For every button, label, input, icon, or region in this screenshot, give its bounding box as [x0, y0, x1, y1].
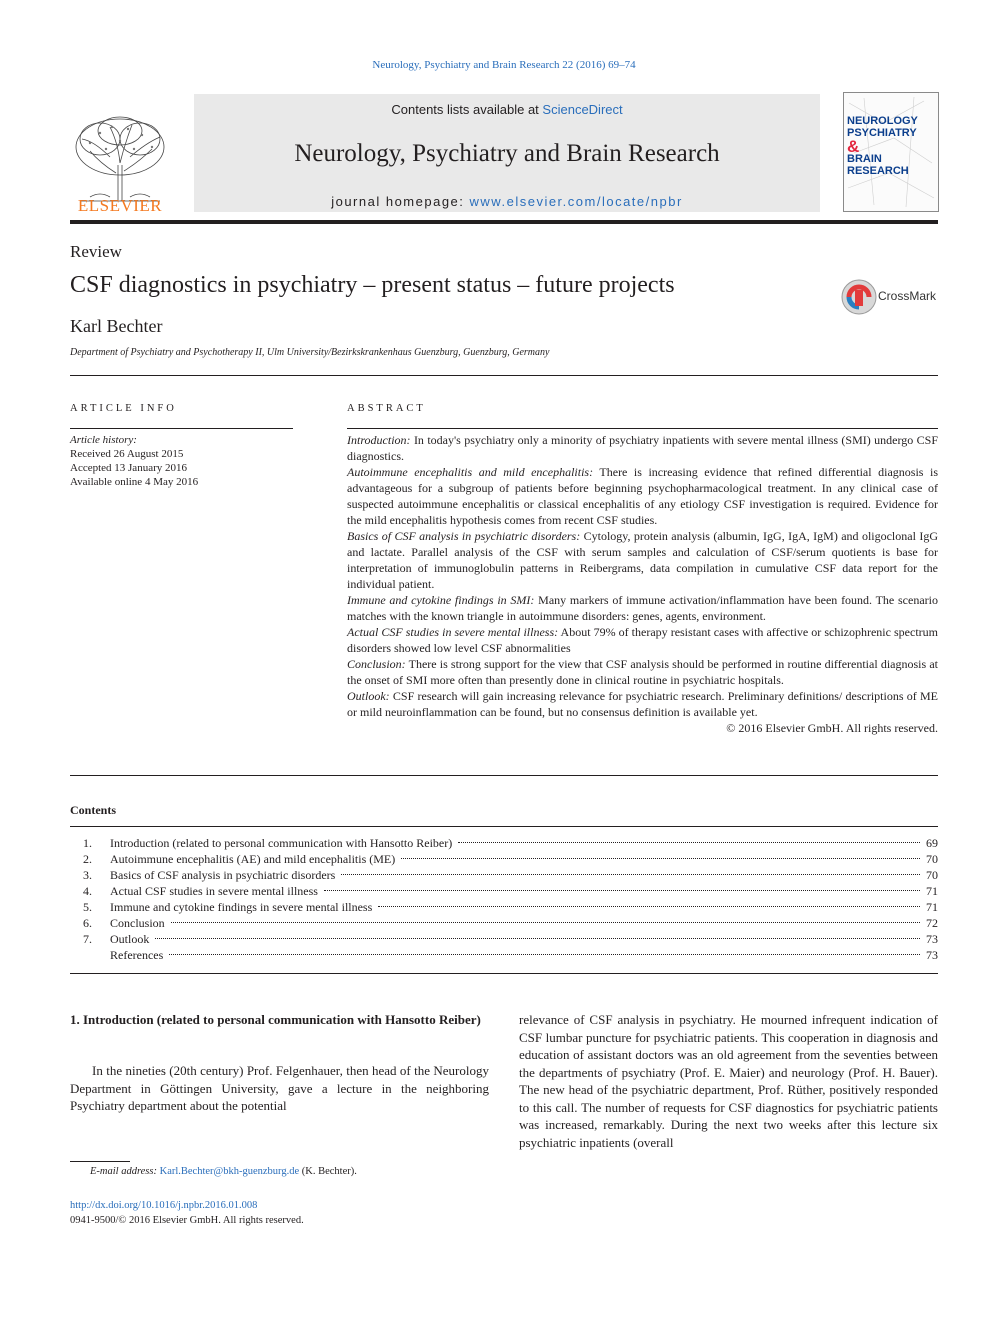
toc-title: Basics of CSF analysis in psychiatric disorders [110, 868, 336, 882]
abstract-label: Autoimmune encephalitis and mild encephalitis: [347, 465, 594, 479]
abstract-copyright: © 2016 Elsevier GmbH. All rights reserved. [726, 721, 938, 735]
body-column-left: In the nineties (20th century) Prof. Felgenhauer, then head of the Neurology Department in Göttingen University, gave a lecture in the neighboring Psychiatry department about the potential [70, 1063, 489, 1113]
toc-leader [155, 938, 920, 939]
abstract-text: Many markers of immune activation/inflammation have been found. The scenario matches with the known triangle in autoimmune disorders: genes, agents, environment. [347, 593, 938, 623]
toc-leader [458, 842, 920, 843]
cover-title [847, 116, 939, 177]
toc-title: Conclusion [110, 916, 165, 930]
article-info-rule [70, 428, 293, 429]
toc-number: 3. [83, 868, 92, 882]
toc-entry[interactable] [70, 931, 938, 947]
abstract-bottom-rule [70, 775, 938, 776]
abstract-paragraph [347, 688, 938, 720]
article-history [70, 433, 198, 489]
email-suffix: (K. Bechter). [301, 1166, 357, 1177]
toc-number: 2. [83, 852, 92, 866]
toc-entry[interactable] [70, 835, 938, 851]
abstract-label: Outlook: [347, 689, 390, 703]
toc-leader [341, 874, 920, 875]
abstract-rule [347, 428, 938, 429]
toc-entry[interactable] [70, 915, 938, 931]
toc-number: 5. [83, 900, 92, 914]
article-title: CSF diagnostics in psychiatry – present status – future projects [70, 272, 675, 298]
abstract-paragraph [347, 624, 938, 656]
contents-available-line [194, 102, 820, 117]
contents-top-rule [70, 826, 938, 827]
toc-page: 72 [926, 916, 938, 930]
accepted-date: Accepted 13 January 2016 [70, 462, 187, 474]
toc-number: 7. [83, 932, 92, 946]
history-label: Article history: [70, 434, 137, 446]
article-type: Review [70, 242, 122, 261]
toc-number: 6. [83, 916, 92, 930]
toc-page: 70 [926, 852, 938, 866]
toc-leader [169, 954, 920, 955]
title-block-rule [70, 375, 938, 376]
footer-block [70, 1198, 304, 1228]
contents-prefix: Contents lists available at [391, 102, 539, 117]
toc-page: 73 [926, 932, 938, 946]
header-rule [70, 220, 938, 224]
toc-title: Immune and cytokine findings in severe mental illness [110, 900, 373, 914]
toc-number: 1. [83, 836, 92, 850]
abstract-paragraph [347, 592, 938, 624]
article-info-heading: ARTICLE INFO [70, 403, 177, 414]
toc-page: 71 [926, 900, 938, 914]
elsevier-wordmark: ELSEVIER [77, 196, 163, 215]
toc-title: Autoimmune encephalitis (AE) and mild encephalitis (ME) [110, 852, 396, 866]
toc-page: 70 [926, 868, 938, 882]
online-date: Available online 4 May 2016 [70, 476, 199, 488]
toc-leader [401, 858, 920, 859]
email-label: E-mail address: [90, 1166, 157, 1177]
abstract-text: In today's psychiatry only a minority of psychiatry inpatients with severe mental illness (SMI) undergo CSF diagnostics. [347, 433, 938, 463]
abstract-paragraph [347, 464, 938, 528]
toc-leader [171, 922, 920, 923]
abstract-text: Cytology, protein analysis (albumin, IgG, IgA, IgM) and oligoclonal IgG and lactate. Parallel analysis of the CSF with serum samples and calculation of CSF/serum quotients is base for interpretation of immunoglobulin patterns in Reibergrams, data compilation in cumulative CSF data report for the individual patient. [347, 529, 938, 591]
contents-heading: Contents [70, 803, 117, 817]
crossmark-badge[interactable] [840, 278, 940, 318]
toc-title: Introduction (related to personal communication with Hansotto Reiber) [110, 836, 453, 850]
received-date: Received 26 August 2015 [70, 448, 184, 460]
abstract-paragraph [347, 528, 938, 592]
abstract-text: There is strong support for the view that CSF analysis should be performed in routine differential diagnosis at the onset of SMI more often than presently done in clinical routine in psychiatric hospitals. [347, 657, 938, 687]
cover-title-line: BRAIN [847, 153, 882, 165]
doi-link[interactable]: http://dx.doi.org/10.1016/j.npbr.2016.01.008 [70, 1200, 258, 1211]
abstract-text: About 79% of therapy resistant cases with affective or schizophrenic spectrum disorders showed low level CSF abnormalities [347, 625, 938, 655]
toc-entry[interactable] [70, 883, 938, 899]
toc-page: 69 [926, 836, 938, 850]
cover-title-line: NEUROLOGY [847, 115, 918, 127]
sciencedirect-link[interactable]: ScienceDirect [542, 102, 623, 117]
author-name: Karl Bechter [70, 316, 163, 336]
cover-title-line: RESEARCH [847, 164, 909, 177]
footnote-rule [70, 1161, 130, 1162]
running-head[interactable]: Neurology, Psychiatry and Brain Research 22 (2016) 69–74 [372, 59, 636, 71]
toc-title: Actual CSF studies in severe mental illness [110, 884, 318, 898]
toc-page: 71 [926, 884, 938, 898]
journal-name: Neurology, Psychiatry and Brain Research [294, 140, 720, 167]
toc-page: 73 [926, 948, 938, 962]
abstract-label: Actual CSF studies in severe mental illness: [347, 625, 559, 639]
toc-entry[interactable] [70, 899, 938, 915]
abstract-heading: ABSTRACT [347, 403, 426, 414]
section-heading: 1. Introduction (related to personal communication with Hansotto Reiber) [70, 1012, 481, 1027]
crossmark-icon [840, 278, 878, 316]
abstract-label: Conclusion: [347, 657, 406, 671]
abstract-text: There is increasing evidence that refined differential diagnosis is advantageous for a subgroup of patients before beginning psychopharmacological treatment. In any clinical case of suspected autoimmune encephalitis or classical encephalitis of any etiology CSF investigation is required. Evidence for the mild encephalitis hypothesis comes from recent CSF studies. [347, 465, 938, 527]
toc-leader [324, 890, 920, 891]
toc-entry[interactable] [70, 947, 938, 963]
toc-title: Outlook [110, 932, 150, 946]
cover-title-amp: & [847, 137, 860, 156]
abstract-label: Introduction: [347, 433, 411, 447]
body-column-right: relevance of CSF analysis in psychiatry. He mourned infrequent indication of CSF lumbar puncture for psychiatric patients. This cooperation in diagnosis and education of assistant doctors was an old agreement from the seventies between the departments of psychiatry (Prof. E. Maier) and neurology (Prof. H. Bauer). The new head of the psychiatric department, Prof. Rüther, positively responded to this call. The number of requests for CSF diagnostics for psychiatric patients was increased, remarkably. During the next two weeks after this lecture six psychiatric inpatients (overall [519, 1012, 938, 1150]
toc-entry[interactable] [70, 867, 938, 883]
contents-bottom-rule [70, 973, 938, 974]
author-affiliation: Department of Psychiatry and Psychotherapy II, Ulm University/Bezirkskrankenhaus Guenzburg, Guenzburg, Germany [70, 347, 550, 358]
email-footnote [70, 1166, 357, 1177]
toc-entry[interactable] [70, 851, 938, 867]
toc-number: 4. [83, 884, 92, 898]
toc-title: References [110, 948, 164, 962]
crossmark-label: CrossMark [878, 289, 937, 303]
toc-leader [378, 906, 920, 907]
abstract-body [347, 432, 938, 736]
homepage-label: journal homepage: [331, 194, 465, 209]
homepage-link[interactable]: www.elsevier.com/locate/npbr [469, 194, 683, 209]
abstract-text: CSF research will gain increasing relevance for psychiatric research. Preliminary definitions/ descriptions of ME or mild neuroinflammation can be found, but no consensus definition is available yet. [347, 689, 938, 719]
cover-title-line: PSYCHIATRY [847, 126, 917, 139]
abstract-paragraph [347, 432, 938, 464]
abstract-label: Basics of CSF analysis in psychiatric disorders: [347, 529, 581, 543]
abstract-paragraph [347, 656, 938, 688]
abstract-label: Immune and cytokine findings in SMI: [347, 593, 535, 607]
issn-copyright: 0941-9500/© 2016 Elsevier GmbH. All rights reserved. [70, 1215, 304, 1226]
journal-homepage-line [194, 194, 820, 209]
email-link[interactable]: Karl.Bechter@bkh-guenzburg.de [159, 1166, 300, 1177]
